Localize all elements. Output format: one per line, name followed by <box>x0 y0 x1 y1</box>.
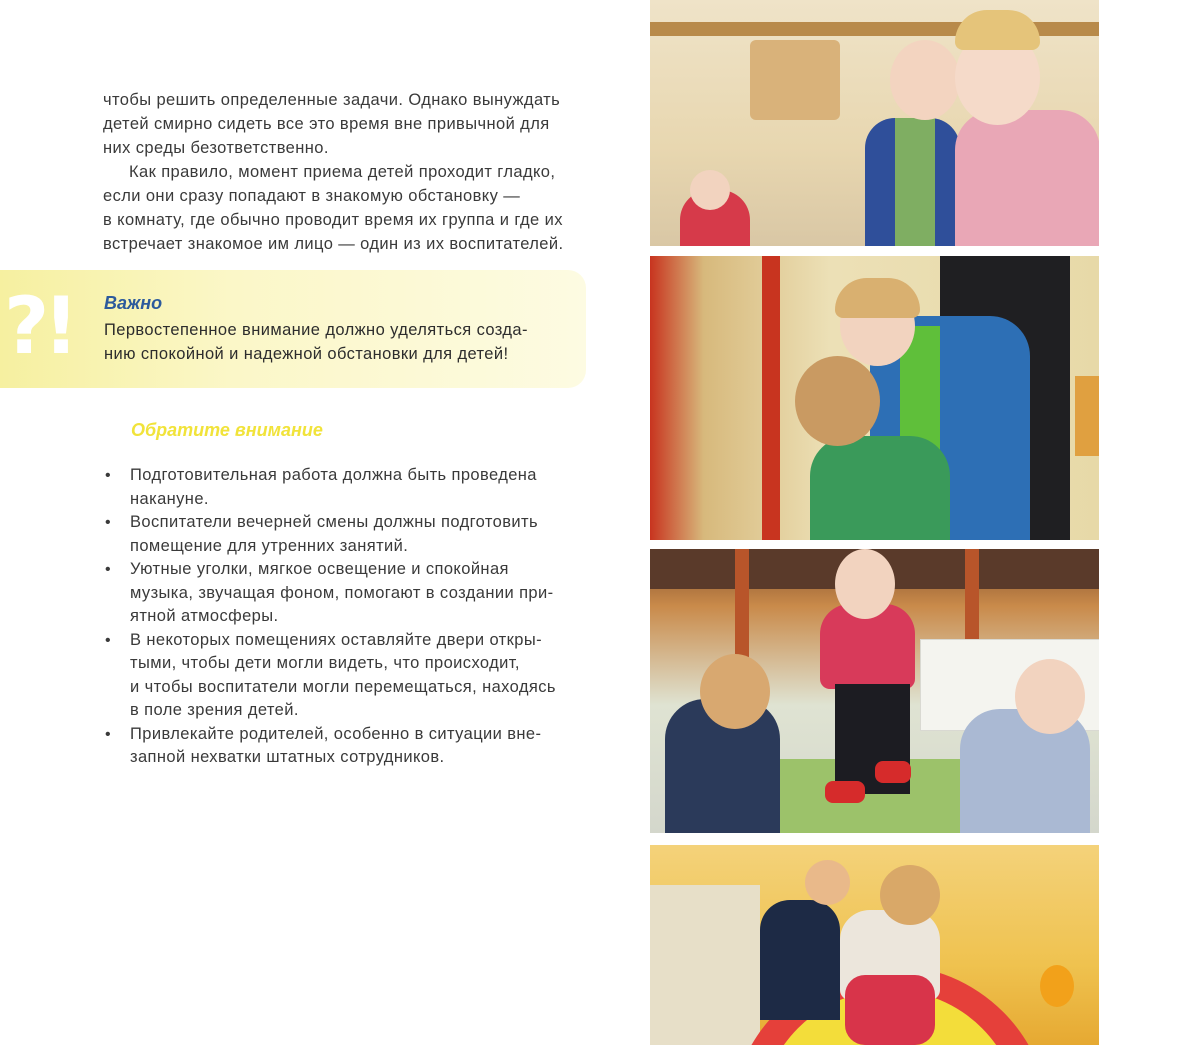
text-line: нию спокойной и надежной обстановки для детей! <box>104 345 509 363</box>
bullet-icon: • <box>105 725 112 743</box>
text-line: Воспитатели вечерней смены должны подготовить <box>130 513 538 531</box>
text-line: помещение для утренних занятий. <box>130 536 409 555</box>
text-line: тыми, чтобы дети могли видеть, что происходит, <box>130 654 520 672</box>
text-line: Как правило, момент приема детей проходит гладко, <box>129 163 556 181</box>
text-line: запной нехватки штатных сотрудников. <box>130 748 445 766</box>
question-exclamation-icon: ?! <box>4 282 73 372</box>
text-line: музыка, звучащая фоном, помогают в создании при- <box>130 583 554 602</box>
text-line: и чтобы воспитатели могли перемещаться, находясь <box>130 677 556 696</box>
attention-heading: Обратите внимание <box>131 420 323 440</box>
list-item <box>103 511 588 558</box>
bullet-icon: • <box>105 561 112 578</box>
photo-children-playing <box>650 549 1099 833</box>
text-line: Первостепенное внимание должно уделяться созда- <box>104 321 528 339</box>
text-line: если они сразу попадают в знакомую обстановку — <box>103 187 521 205</box>
text-line: ятной атмосферы. <box>130 607 279 625</box>
bullet-icon: • <box>105 631 112 649</box>
body-paragraph-2 <box>103 160 588 256</box>
text-line: детей смирно сидеть все это время вне привычной для <box>103 115 550 133</box>
text-line: чтобы решить определенные задачи. Однако вынуждать <box>103 91 561 109</box>
attention-list <box>103 464 588 770</box>
photo-children-climbing <box>650 845 1099 1045</box>
list-item <box>103 558 588 629</box>
body-paragraph-1 <box>103 88 588 160</box>
bullet-icon: • <box>105 467 112 484</box>
list-item <box>103 464 588 511</box>
text-line: Подготовительная работа должна быть проведена <box>130 466 537 484</box>
text-line: В некоторых помещениях оставляйте двери откры- <box>130 630 542 649</box>
bullet-icon: • <box>105 514 112 531</box>
text-line: них среды безответственно. <box>103 139 329 157</box>
list-item <box>103 629 588 723</box>
text-line: Привлекайте родителей, особенно в ситуации вне- <box>130 724 542 743</box>
text-line: Уютные уголки, мягкое освещение и спокойная <box>130 560 509 578</box>
note-body <box>104 318 584 366</box>
text-line: в поле зрения детей. <box>130 701 299 719</box>
photo-children-greeting <box>650 0 1099 246</box>
photo-children-hug <box>650 256 1099 540</box>
note-title: Важно <box>104 293 163 313</box>
list-item <box>103 723 588 770</box>
text-line: накануне. <box>130 489 209 508</box>
text-line: встречает знакомое им лицо — один из их воспитателей. <box>103 235 564 253</box>
text-line: в комнату, где обычно проводит время их группа и где их <box>103 211 563 229</box>
